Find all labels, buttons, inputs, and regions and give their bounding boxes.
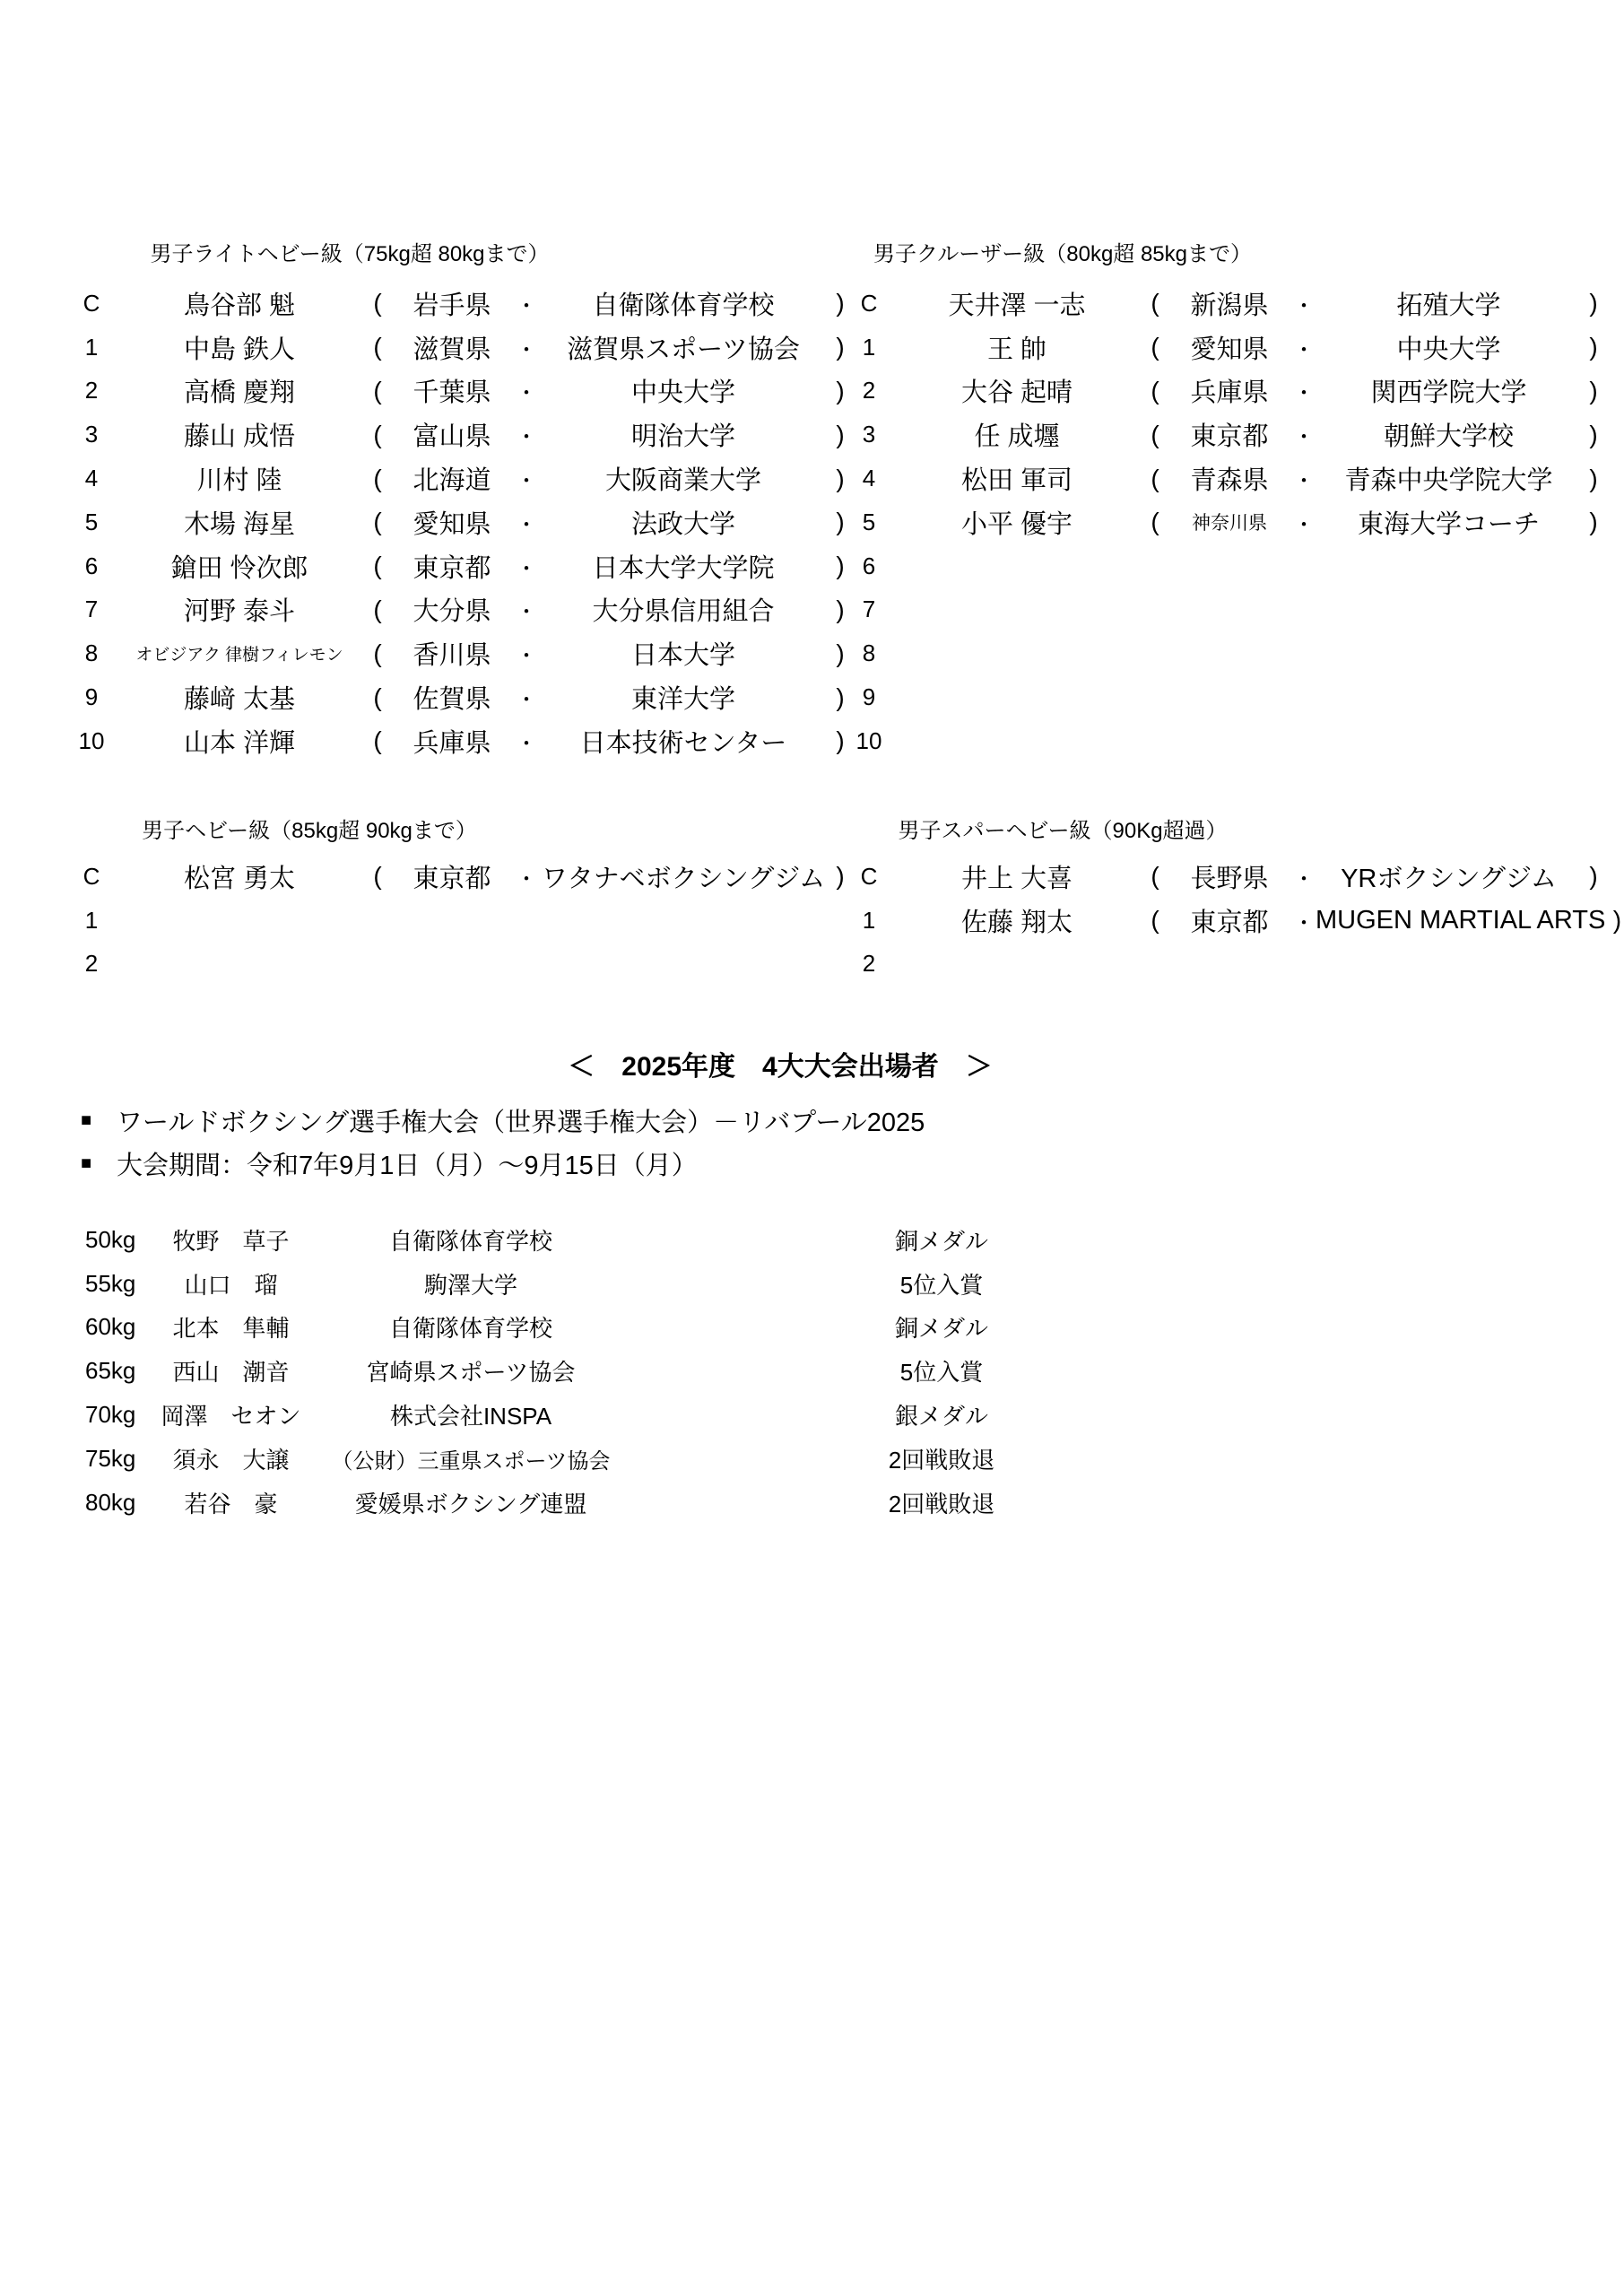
- weight-class: 65kg: [85, 1357, 136, 1385]
- separator-dot-icon: ・: [1293, 512, 1315, 537]
- athlete-name: 木場 海星: [183, 509, 296, 539]
- result-row: [85, 1437, 1031, 1481]
- roster-row: [847, 943, 1605, 987]
- row-number: 2: [84, 950, 99, 978]
- close-paren: ): [836, 683, 845, 711]
- row-number: 2: [862, 950, 876, 978]
- tournament-heading: ＜ 2025年度 4大大会出場者 ＞: [568, 1052, 993, 1082]
- close-paren: ): [836, 289, 845, 317]
- roster-row: [847, 457, 1605, 500]
- separator-dot-icon: ・: [516, 644, 537, 669]
- roster-row: [847, 588, 1605, 632]
- separator-dot-icon: ・: [516, 688, 537, 713]
- affiliation: 宮崎県スポーツ協会: [366, 1359, 576, 1387]
- event-period: 大会期間：令和7年9月1日（月）～9月15日（月）: [117, 1151, 698, 1180]
- separator-dot-icon: ・: [1293, 425, 1315, 450]
- close-paren: ): [1589, 862, 1598, 891]
- result-label: 銅メダル: [894, 1227, 988, 1255]
- athlete-name: 岡澤 セオン: [161, 1403, 301, 1431]
- close-paren: ): [836, 862, 845, 891]
- athlete-name: 鎗田 怜次郎: [170, 553, 308, 583]
- result-label: 5位入賞: [899, 1271, 984, 1299]
- prefecture: 滋賀県: [413, 335, 491, 364]
- close-paren: ): [836, 420, 845, 448]
- separator-dot-icon: ・: [1293, 337, 1315, 362]
- roster-row: [70, 719, 852, 763]
- athlete-name: 小平 優宇: [960, 509, 1073, 539]
- separator-dot-icon: ・: [516, 556, 537, 581]
- close-paren: ): [1589, 420, 1598, 448]
- weight-class: 70kg: [85, 1401, 136, 1429]
- roster-row: [70, 457, 852, 500]
- roster-row: [70, 855, 852, 899]
- roster-row: [847, 413, 1605, 457]
- row-number: 8: [862, 639, 876, 667]
- open-paren: (: [373, 508, 382, 536]
- close-paren: ): [836, 639, 845, 667]
- close-paren: ): [836, 464, 845, 492]
- row-number: 6: [862, 552, 876, 579]
- affiliation: 愛媛県ボクシング連盟: [354, 1490, 587, 1518]
- roster-super-heavy: [847, 855, 1622, 986]
- athlete-name: 若谷 豪: [184, 1490, 278, 1518]
- affiliation: 朝鮮大学校: [1383, 422, 1514, 452]
- prefecture: 東京都: [1190, 422, 1269, 452]
- roster-row: [847, 370, 1605, 413]
- prefecture: 神奈川県: [1192, 513, 1267, 535]
- affiliation: 大分県信用組合: [592, 597, 775, 627]
- row-number: 5: [84, 508, 99, 535]
- affiliation: 関西学院大学: [1370, 378, 1527, 408]
- row-number: 2: [862, 377, 876, 404]
- weight-class: 55kg: [85, 1269, 136, 1297]
- athlete-name: 北本 隼輔: [172, 1315, 290, 1343]
- result-label: 2回戦敗退: [888, 1446, 995, 1474]
- row-number: 1: [84, 906, 99, 934]
- roster-row: [847, 631, 1605, 675]
- athlete-name: 佐藤 翔太: [960, 908, 1073, 937]
- result-label: 5位入賞: [899, 1359, 984, 1387]
- separator-dot-icon: ・: [516, 469, 537, 494]
- prefecture: 岩手県: [413, 291, 491, 320]
- open-paren: (: [373, 552, 382, 580]
- close-paren: ): [1589, 508, 1598, 536]
- weight-class: 60kg: [85, 1313, 136, 1341]
- section-title-heavy: 男子ヘビー級（85kg超 90kgまで）: [142, 819, 477, 843]
- athlete-name: 高橋 慶翔: [183, 378, 296, 408]
- athlete-name: 任 成壥: [974, 422, 1060, 452]
- row-number: 1: [84, 333, 99, 361]
- bullet-line-dates: [81, 1142, 698, 1185]
- roster-cruiser: [847, 282, 1605, 763]
- open-paren: (: [373, 862, 382, 891]
- row-number: C: [860, 289, 878, 317]
- prefecture: 東京都: [1190, 908, 1269, 937]
- result-row: [85, 1218, 1031, 1262]
- affiliation: 自衛隊体育学校: [388, 1315, 552, 1343]
- row-number: 10: [78, 726, 105, 754]
- prefecture: 愛知県: [413, 509, 491, 539]
- close-paren: ): [836, 726, 845, 755]
- athlete-name: 藤﨑 太基: [183, 685, 296, 715]
- affiliation: 明治大学: [630, 422, 735, 452]
- athlete-name: 松宮 勇太: [183, 864, 296, 893]
- athlete-name: 井上 大喜: [960, 864, 1073, 893]
- separator-dot-icon: ・: [516, 731, 537, 756]
- affiliation: （公財）三重県スポーツ協会: [331, 1448, 611, 1474]
- open-paren: (: [373, 726, 382, 755]
- square-bullet-icon: ■: [81, 1152, 92, 1173]
- open-paren: (: [1151, 376, 1159, 404]
- row-number: 10: [855, 726, 882, 754]
- prefecture: 長野県: [1190, 864, 1269, 893]
- roster-row: [70, 500, 852, 544]
- result-row: [85, 1262, 1031, 1306]
- roster-row: [70, 675, 852, 719]
- close-paren: ): [1589, 289, 1598, 317]
- row-number: 4: [84, 465, 99, 492]
- separator-dot-icon: ・: [516, 425, 537, 450]
- prefecture: 香川県: [413, 641, 491, 671]
- affiliation: 駒澤大学: [423, 1271, 517, 1299]
- athlete-name: 河野 泰斗: [183, 597, 296, 627]
- affiliation: 中央大学: [1396, 335, 1501, 364]
- square-bullet-icon: ■: [81, 1109, 92, 1130]
- athlete-name: 西山 潮音: [172, 1359, 290, 1387]
- open-paren: (: [373, 683, 382, 711]
- open-paren: (: [373, 376, 382, 404]
- roster-row: [70, 588, 852, 632]
- roster-heavy: [70, 855, 852, 986]
- result-row: [85, 1349, 1031, 1393]
- separator-dot-icon: ・: [516, 381, 537, 406]
- close-paren: ): [836, 376, 845, 404]
- prefecture: 佐賀県: [413, 685, 491, 715]
- row-number: 9: [84, 683, 99, 711]
- close-paren: ): [1612, 906, 1622, 935]
- bullet-line-event: [81, 1099, 925, 1142]
- close-paren: ): [836, 508, 845, 536]
- open-paren: (: [373, 333, 382, 361]
- athlete-name: 天井澤 一志: [948, 291, 1086, 320]
- row-number: C: [83, 289, 100, 317]
- open-paren: (: [1151, 464, 1159, 492]
- prefecture: 富山県: [413, 422, 491, 452]
- roster-row: [70, 631, 852, 675]
- open-paren: (: [373, 464, 382, 492]
- row-number: 3: [84, 421, 99, 448]
- open-paren: (: [1151, 508, 1159, 536]
- row-number: 1: [862, 333, 876, 361]
- athlete-name: 藤山 成悟: [183, 422, 296, 452]
- affiliation: 大阪商業大学: [604, 466, 761, 496]
- affiliation: 東洋大学: [630, 685, 735, 715]
- athlete-name: 須永 大譲: [172, 1446, 290, 1474]
- open-paren: (: [373, 420, 382, 448]
- affiliation: 自衛隊体育学校: [388, 1227, 552, 1255]
- roster-row: [847, 544, 1605, 588]
- open-paren: (: [1151, 420, 1159, 448]
- result-label: 銅メダル: [894, 1315, 988, 1343]
- affiliation: 株式会社INSPA: [389, 1403, 552, 1431]
- roster-row: [847, 326, 1605, 370]
- open-paren: (: [373, 289, 382, 317]
- prefecture: 千葉県: [413, 378, 491, 408]
- roster-row: [847, 719, 1605, 763]
- affiliation: 東海大学コーチ: [1357, 509, 1540, 539]
- affiliation: 中央大学: [630, 378, 735, 408]
- open-paren: (: [1151, 862, 1159, 891]
- open-paren: (: [373, 639, 382, 667]
- open-paren: (: [373, 595, 382, 623]
- roster-row: [847, 500, 1605, 544]
- athlete-name: 牧野 草子: [172, 1227, 290, 1255]
- affiliation: YRボクシングジム: [1341, 864, 1557, 893]
- separator-dot-icon: ・: [516, 337, 537, 362]
- affiliation: 滋賀県スポーツ協会: [567, 335, 800, 364]
- athlete-name: 山本 洋輝: [183, 728, 296, 758]
- prefecture: 兵庫県: [413, 728, 491, 758]
- open-paren: (: [1151, 289, 1159, 317]
- prefecture: 東京都: [413, 864, 491, 893]
- row-number: 9: [862, 683, 876, 711]
- row-number: 1: [862, 906, 876, 934]
- row-number: 4: [862, 465, 876, 492]
- weight-class: 75kg: [85, 1444, 136, 1472]
- close-paren: ): [836, 595, 845, 623]
- separator-dot-icon: ・: [516, 866, 537, 891]
- affiliation: 日本大学大学院: [592, 553, 775, 583]
- roster-row: [847, 675, 1605, 719]
- result-row: [85, 1481, 1031, 1525]
- athlete-name: 川村 陸: [196, 466, 282, 496]
- athlete-name: 鳥谷部 魁: [183, 291, 296, 320]
- separator-dot-icon: ・: [516, 600, 537, 625]
- result-row: [85, 1393, 1031, 1437]
- affiliation: 拓殖大学: [1396, 291, 1501, 320]
- athlete-name: 山口 瑠: [184, 1271, 278, 1299]
- row-number: 7: [84, 596, 99, 623]
- prefecture: 愛知県: [1190, 335, 1269, 364]
- prefecture: 北海道: [413, 466, 491, 496]
- row-number: 2: [84, 377, 99, 404]
- separator-dot-icon: ・: [516, 293, 537, 318]
- separator-dot-icon: ・: [1293, 293, 1315, 318]
- separator-dot-icon: ・: [1293, 381, 1315, 406]
- roster-row: [70, 413, 852, 457]
- roster-row: [70, 326, 852, 370]
- result-label: 2回戦敗退: [888, 1490, 995, 1518]
- close-paren: ): [1589, 376, 1598, 404]
- row-number: 6: [84, 552, 99, 579]
- row-number: 8: [84, 639, 99, 667]
- event-name: ワールドボクシング選手権大会（世界選手権大会）－リバプール2025: [117, 1108, 925, 1137]
- prefecture: 大分県: [413, 597, 491, 627]
- roster-row: [847, 899, 1622, 943]
- row-number: C: [83, 862, 100, 890]
- athlete-name: 大谷 起晴: [960, 378, 1073, 408]
- prefecture: 兵庫県: [1190, 378, 1269, 408]
- athlete-name: 王 帥: [986, 335, 1047, 364]
- prefecture: 東京都: [413, 553, 491, 583]
- result-label: 銀メダル: [894, 1403, 988, 1431]
- close-paren: ): [1589, 333, 1598, 361]
- open-paren: (: [1151, 906, 1159, 935]
- roster-row: [847, 282, 1605, 326]
- prefecture: 青森県: [1190, 466, 1269, 496]
- prefecture: 新潟県: [1190, 291, 1269, 320]
- affiliation: 青森中央学院大学: [1344, 466, 1553, 496]
- roster-light-heavy: [70, 282, 852, 763]
- separator-dot-icon: ・: [1293, 866, 1315, 891]
- separator-dot-icon: ・: [1293, 910, 1315, 935]
- roster-row: [70, 943, 852, 987]
- close-paren: ): [836, 552, 845, 580]
- affiliation: 日本技術センター: [579, 728, 787, 758]
- row-number: 5: [862, 508, 876, 535]
- affiliation: 法政大学: [630, 509, 735, 539]
- separator-dot-icon: ・: [1293, 469, 1315, 494]
- result-row: [85, 1306, 1031, 1350]
- affiliation: 自衛隊体育学校: [592, 291, 775, 320]
- athlete-name: 松田 軍司: [960, 466, 1073, 496]
- weight-class: 80kg: [85, 1488, 136, 1516]
- results-table: [85, 1218, 1031, 1525]
- weight-class: 50kg: [85, 1225, 136, 1253]
- affiliation: 日本大学: [630, 641, 735, 671]
- row-number: C: [860, 862, 878, 890]
- affiliation: MUGEN MARTIAL ARTS: [1316, 905, 1606, 935]
- athlete-name: オビジアク 律樹フィレモン: [135, 646, 343, 665]
- roster-row: [847, 855, 1605, 899]
- roster-row: [70, 282, 852, 326]
- row-number: 7: [862, 596, 876, 623]
- section-title-super-heavy: 男子スパーヘビー級（90Kg超過）: [898, 819, 1228, 843]
- section-title-light-heavy: 男子ライトヘビー級（75kg超 80kgまで）: [150, 242, 550, 266]
- section-title-cruiser: 男子クルーザー級（80kg超 85kgまで）: [873, 242, 1253, 266]
- athlete-name: 中島 鉄人: [183, 335, 296, 364]
- close-paren: ): [836, 333, 845, 361]
- roster-row: [70, 370, 852, 413]
- roster-row: [70, 544, 852, 588]
- roster-row: [70, 899, 852, 943]
- close-paren: ): [1589, 464, 1598, 492]
- affiliation: ワタナベボクシングジム: [541, 864, 826, 893]
- open-paren: (: [1151, 333, 1159, 361]
- separator-dot-icon: ・: [516, 512, 537, 537]
- row-number: 3: [862, 421, 876, 448]
